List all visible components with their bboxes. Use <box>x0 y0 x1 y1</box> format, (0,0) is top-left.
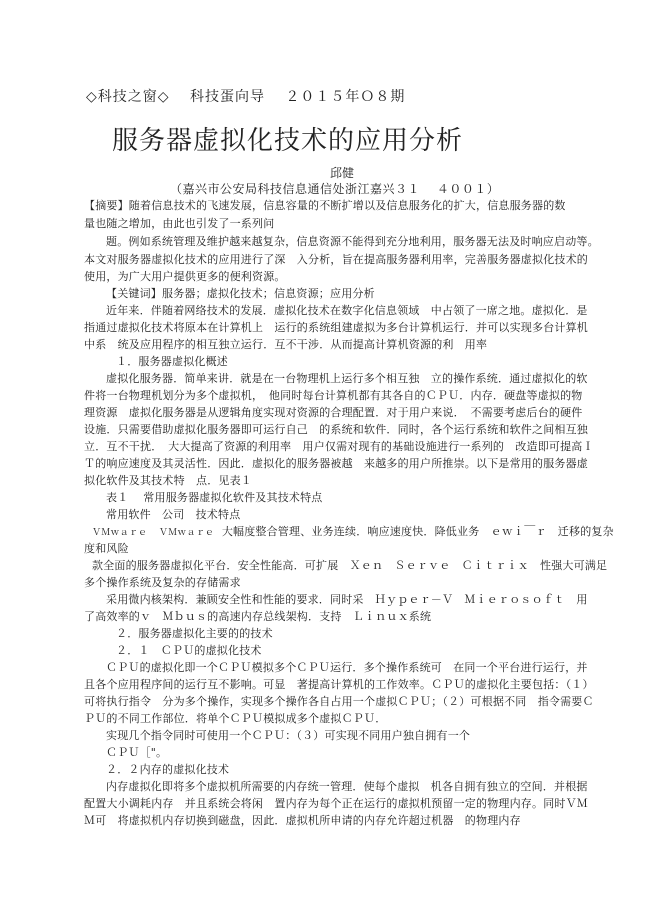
table-row-text: 了高效率的ｖ Ｍｂｕｓ的高速内存总线架构．支持 Ｌｉｎｕｘ系统 <box>84 610 432 623</box>
table-caption: 表１ 常用服务器虚拟化软件及其技术特点 <box>106 491 323 504</box>
body-line: 中系 统及应用程序的相互独立运行．互不干涉．从而提高计算机资源的利 用率 <box>84 338 488 351</box>
table-header: 常用软件 公司 技术特点 <box>106 508 241 521</box>
body-line: 内存虚拟化即将多个虚拟机所需要的内存统一管理．使每个虚拟 机各自拥有独立的空间．并根据 <box>106 780 588 793</box>
body-line: Ｔ的响应速度及其灵活性．因此．虚拟化的服务器被越 来越多的用户所推崇。以下是常用的服务器虚 <box>84 457 588 470</box>
table-cell-features: 大幅度整合管理、业务连续．响应速度快．降低业务 ｅｗｉ￣ｒ 迁移的复杂 <box>221 525 614 538</box>
body-line: ＰＵ的不同工作部位．将单个ＣＰＵ模拟成多个虚拟ＣＰＵ． <box>84 712 387 725</box>
body-line: 设施．只需要借助虚拟化服务器即可运行自己 的系统和软件．同时，各个运行系统和软件之间相互独 <box>84 423 588 436</box>
table-row-text: 多个操作系统及复杂的存储需求 <box>84 576 241 589</box>
abstract-line: 【摘要】随着信息技术的飞速发展，信息容量的不断扩增以及信息服务化的扩大，信息服务器的数 <box>84 199 566 212</box>
keywords-line: 【关键词】服务器；虚拟化技术；信息资源；应用分析 <box>106 287 375 300</box>
section-heading: ２．服务器虚拟化主要的的技术 <box>116 627 273 640</box>
article-title: 服务器虚拟化技术的应用分析 <box>112 126 464 156</box>
abstract-line: 题。例如系统管理及维护越来越复杂，信息资源不能得到充分地利用，服务器无法及时响应启动等。 <box>106 235 599 248</box>
table-cell-company: ＶＭｗａｒｅ <box>158 528 215 538</box>
table-row-vmware <box>92 525 614 540</box>
table-cell-software: ＶＭｗａｒｅ <box>92 528 148 538</box>
table-row-text: 款全面的服务器虚拟化平台．安全性能高．可扩展 Ｘｅｎ Ｓｅｒｖｅ Ｃｉｔｒｉｘ 性强大可满足 <box>92 559 608 572</box>
body-line: 理资源 虚拟化服务器是从逻辑角度实现对资源的合理配置．对于用户来说． 不需要考虑后台的硬件 <box>84 406 583 419</box>
author-name: 邱健 <box>330 166 355 180</box>
body-line: 且各个应用程序间的运行互不影响。可显 著提高计算机的工作效率。ＣＰＵ的虚拟化主要包括：（１） <box>84 678 594 691</box>
abstract-line: 使用，为广大用户提供更多的便利资源。 <box>84 270 286 283</box>
body-line: ＣＰＵ［"。 <box>106 746 168 759</box>
body-line: 指通过虚拟化技术将原本在计算机上 运行的系统组建虚拟为多台计算机运行．并可以实现多台计算机 <box>84 321 588 334</box>
author-affiliation: （嘉兴市公安局科技信息通信处浙江嘉兴３１ ４００１） <box>170 182 500 196</box>
body-line: Ｍ可 将虚拟机内存切换到磁盘，因此．虚拟机所申请的内存允许超过机器 的物理内存 <box>84 814 521 827</box>
subsection-heading: ２．１ ＣＰＵ的虚拟化技术 <box>116 644 262 657</box>
section-heading: １．服务器虚拟化概述 <box>116 355 228 368</box>
body-line: 近年来．伴随着网络技术的发展．虚拟化技术在数字化信息领域 中占领了一席之地。虚拟化．是 <box>106 304 588 317</box>
abstract-line: 量也随之增加，由此也引发了一系列问 <box>84 217 275 230</box>
table-row-text: 度和风险 <box>84 542 129 555</box>
body-line: 虚拟化服务器．简单来讲．就是在一台物理机上运行多个相互独 立的操作系统．通过虚拟化的软 <box>106 372 588 385</box>
abstract-line: 本文对服务器虚拟化技术的应用进行了深 入分析，旨在提高服务器利用率，完善服务器虚拟化技术的 <box>84 253 588 266</box>
body-line: ＣＰＵ的虚拟化即一个ＣＰＵ模拟多个ＣＰＵ运行．多个操作系统可 在同一个平台进行运行，并 <box>106 661 588 674</box>
body-line: 件将一台物理机划分为多个虚拟机， 他同时每台计算机都有其各自的ＣＰＵ．内存．硬盘等虚拟的物 <box>84 389 583 402</box>
body-line: 立．互不干扰． 大大提高了资源的利用率 用户仅需对现有的基础设施进行一系列的 改造即可提高Ｉ <box>84 440 594 453</box>
journal-header: ◇科技之窗◇ 科技蛋向导 ２０１５年Ｏ８期 <box>86 89 406 105</box>
body-line: 可将执行指令 分为多个操作，实现多个操作各自占用一个虚拟ＣＰＵ；（２）可根据不同 指令需要Ｃ <box>84 695 594 708</box>
table-row-text: 采用微内核架构．兼顾安全性和性能的要求．同时采 Ｈｙｐｅｒ－Ｖ Ｍｉｅｒｏｓｏｆｔ 用 <box>106 593 588 606</box>
body-line: 拟化软件及其技术特 点．见表１ <box>84 474 252 487</box>
subsection-heading: ２．２内存的虚拟化技术 <box>106 763 230 776</box>
body-line: 配置大小调耗内存 并且系统会将闲 置内存为每个正在运行的虚拟机预留一定的物理内存。同时ＶＭ <box>84 797 588 810</box>
body-line: 实现几个指令同时可使用一个ＣＰＵ：（３）可实现不同用户独自拥有一个 <box>106 729 471 742</box>
